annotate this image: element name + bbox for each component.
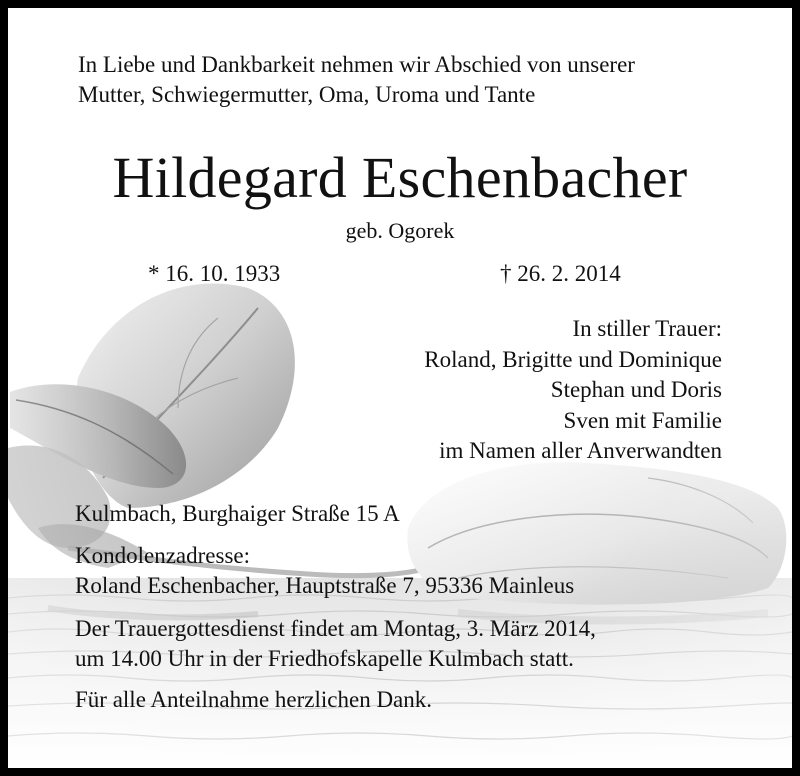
service-info <box>75 614 596 674</box>
intro-text <box>78 50 635 110</box>
mourner-line: Stephan und Doris <box>550 377 722 402</box>
condolence-label: Kondolenzadresse: <box>75 543 250 568</box>
intro-line-2: Mutter, Schwiegermutter, Oma, Uroma und Tante <box>78 82 536 107</box>
family-address: Kulmbach, Burghaiger Straße 15 A <box>75 501 400 526</box>
deceased-name: Hildegard Eschenbacher <box>112 145 688 210</box>
intro-line-1: In Liebe und Dankbarkeit nehmen wir Abschied von unserer <box>78 52 635 77</box>
service-line-2: um 14.00 Uhr in der Friedhofskapelle Kulmbach statt. <box>75 646 574 671</box>
mourner-line: im Namen aller Anverwandten <box>439 438 722 463</box>
mourner-line: Roland, Brigitte und Dominique <box>424 346 722 372</box>
mourners-block <box>424 314 722 467</box>
thanks-text: Für alle Anteilnahme herzlichen Dank. <box>75 687 433 712</box>
condolence-block <box>75 541 574 601</box>
maiden-name: geb. Ogorek <box>345 218 455 243</box>
death-date: † 26. 2. 2014 <box>500 261 621 286</box>
service-line-1: Der Trauergottesdienst findet am Montag, 3. März 2014, <box>75 616 596 641</box>
mourners-heading: In stiller Trauer: <box>572 316 722 341</box>
mourner-line: Sven mit Familie <box>563 407 722 433</box>
birth-date: * 16. 10. 1933 <box>148 261 281 286</box>
condolence-address: Roland Eschenbacher, Hauptstraße 7, 95336 Mainleus <box>75 573 575 598</box>
